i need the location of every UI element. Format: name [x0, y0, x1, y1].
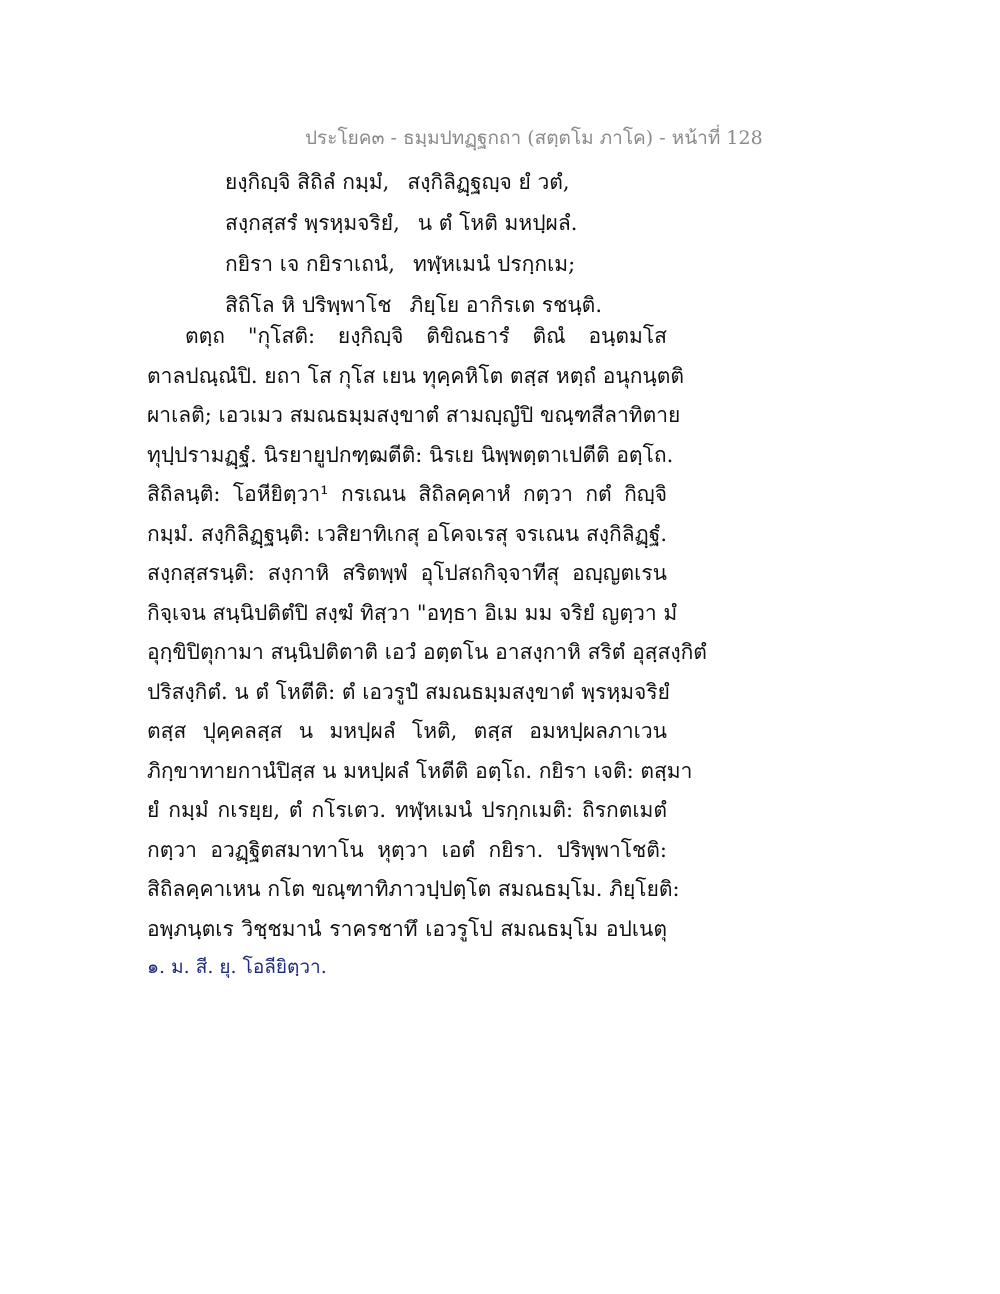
paragraph-line: ยํ กมฺมํ กเรยฺย, ตํ กโรเตว. ทฬฺหเมนํ ปรกฺกเมติ: ถิรกตเมตํ — [147, 798, 667, 822]
paragraph-line: ตาลปณฺณํปิ. ยถา โส กุโส เยน ทุคฺคหิโต ตสฺส หตฺถํ อนุกนฺตติ — [147, 363, 685, 388]
paragraph-line: สิถิลคฺคาเหน กโต ขณฺฑาทิภาวปฺปตฺโต สมณธมฺโม. ภิยฺโยติ: — [147, 877, 680, 901]
paragraph-line: ภิกฺขาทายกานํปิสฺส น มหปฺผลํ โหตีติ อตฺโถ. กยิรา เจติ: ตสฺมา — [147, 758, 693, 783]
commentary-paragraph — [147, 317, 707, 949]
verse-half: ทฬฺหเมนํ ปรกฺกเม; — [412, 252, 576, 276]
verse-half: ยงฺกิญฺจิ สิถิลํ กมฺมํ, — [225, 170, 390, 194]
verse-half: สงฺกสฺสรํ พฺรหฺมจริยํ, — [225, 211, 400, 235]
verse-half: สิถิโล หิ ปริพฺพาโช — [225, 293, 392, 317]
paragraph-line: ตสฺส ปุคฺคลสฺส น มหปฺผลํ โหติ, ตสฺส อมหปฺผลภาเวน — [147, 719, 667, 743]
verse-half: สงฺกิลิฏฺฐญฺจ ยํ วตํ, — [407, 170, 570, 194]
paragraph-line: อุกฺขิปิตุกามา สนฺนิปติตาติ เอวํ อตฺตโน อาสงฺกาหิ สริตํ อุสฺสงฺกิตํ — [147, 640, 707, 664]
paragraph-line: ปริสงฺกิตํ. น ตํ โหตีติ: ตํ เอวรูปํ สมณธมฺมสงฺขาตํ พฺรหฺมจริยํ — [147, 679, 670, 704]
paragraph-line: กตฺวา อวฏฺฐิตสมาทาโน หุตฺวา เอตํ กยิรา. ปริพฺพาโชติ: — [147, 837, 667, 862]
paragraph-line: กิจฺเจน สนฺนิปติตํปิ สงฺฆํ ทิสฺวา "อทฺธา อิเม มม จริยํ ญตฺวา มํ — [147, 600, 678, 625]
paragraph-line: ตตฺถ "กุโสติ: ยงฺกิญฺจิ ติขิณธารํ ติณํ อนฺตมโส — [185, 324, 667, 348]
verse-line — [225, 244, 785, 285]
paragraph-line: สงฺกสฺสรนฺติ: สงฺกาหิ สริตพฺพํ อุโปสถกิจฺจาทีสุ อญฺญตเรน — [147, 561, 667, 585]
running-header: ประโยค๓ - ธมฺมปทฏฺฐกถา (สตฺตโม ภาโค) - หน้าที่ 128 — [305, 127, 763, 149]
paragraph-line: ผาเลติ; เอวเมว สมณธมฺมสงฺขาตํ สามญฺญํปิ ขณฺฑสีลาทิตาย — [147, 403, 681, 427]
paragraph-line: กมฺมํ. สงฺกิลิฏฺฐนฺติ: เวสิยาทิเกสุ อโคจเรสุ จรเณน สงฺกิลิฏฺฐํ. — [147, 521, 667, 546]
verse-line — [225, 203, 785, 244]
paragraph-line: อพฺภนฺตเร วิชฺชมานํ ราครชาทึ เอวรูโป สมณธมฺโม อปเนตุ — [147, 916, 667, 941]
verse-block — [225, 162, 785, 326]
paragraph-line: สิถิลนฺติ: โอหียิตฺวา¹ กรเณน สิถิลคฺคาหํ กตฺวา กตํ กิญฺจิ — [147, 482, 667, 506]
verse-half: ภิยฺโย อากิรเต รชนฺติ. — [409, 293, 602, 317]
verse-half: กยิรา เจ กยิราเถนํ, — [225, 252, 395, 276]
paragraph-line: ทุปฺปรามฏฺฐํ. นิรยายูปกฑฺฒตีติ: นิรเย นิพฺพตฺตาเปตีติ อตฺโถ. — [147, 442, 674, 467]
verse-line — [225, 162, 785, 203]
footnote: ๑. ม. สี. ยุ. โอลียิตฺวา. — [147, 956, 327, 978]
verse-half: น ตํ โหติ มหปฺผลํ. — [417, 211, 578, 235]
